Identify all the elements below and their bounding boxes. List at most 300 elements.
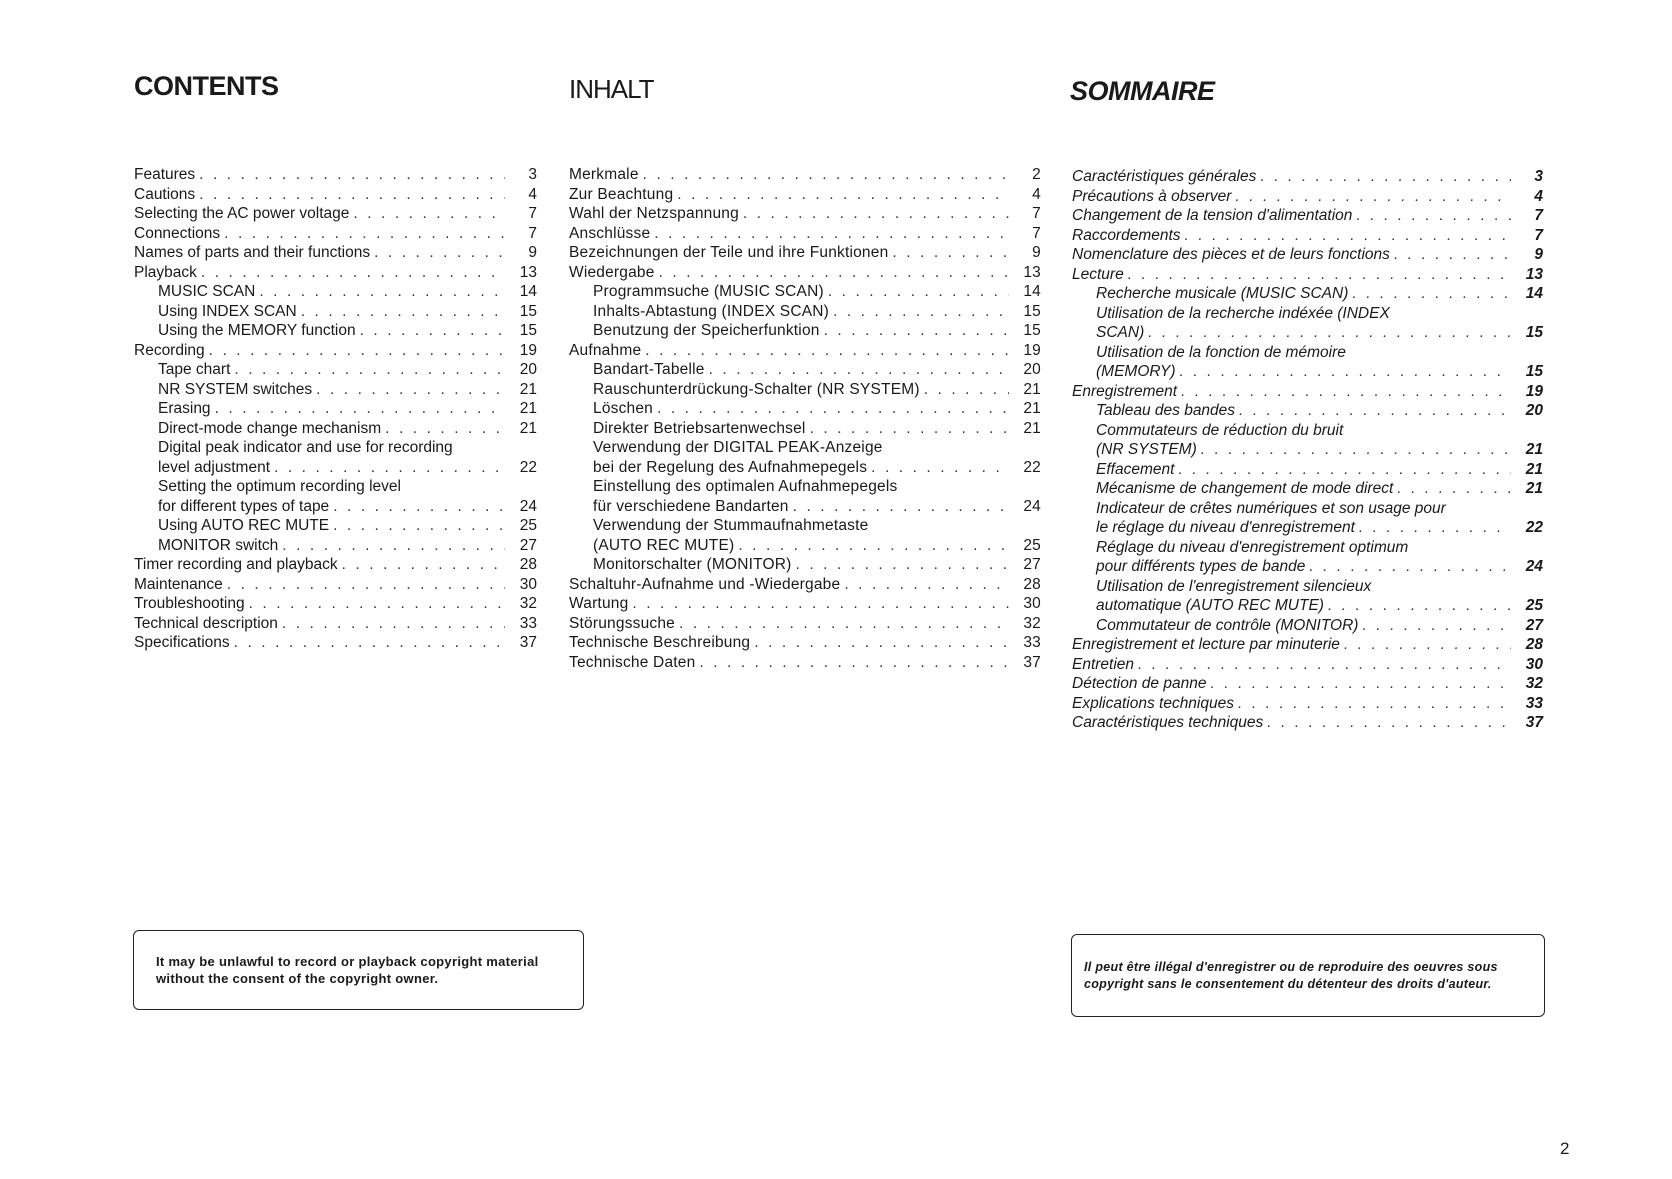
dot-leader bbox=[1397, 479, 1511, 499]
toc-entry bbox=[569, 360, 1041, 380]
toc-entry bbox=[1072, 343, 1543, 363]
toc-entry bbox=[569, 555, 1041, 575]
dot-leader bbox=[1148, 323, 1511, 343]
toc-entry-page: 2 bbox=[1032, 166, 1041, 183]
toc-entry bbox=[569, 302, 1041, 322]
toc-entry-page: 21 bbox=[519, 419, 537, 437]
dot-leader bbox=[227, 575, 505, 595]
toc-entry bbox=[569, 653, 1041, 673]
toc-entry-title: le réglage du niveau d'enregistrement bbox=[1096, 519, 1355, 536]
toc-entry bbox=[134, 458, 537, 478]
toc-entry-title: Commutateurs de réduction du bruit bbox=[1096, 421, 1344, 439]
toc-entry-title: (MEMORY) bbox=[1096, 363, 1176, 380]
toc-entry-page: 15 bbox=[1525, 363, 1543, 380]
dot-leader bbox=[1185, 226, 1511, 246]
dot-leader bbox=[201, 263, 505, 283]
toc-entry-title: Mécanisme de changement de mode direct bbox=[1096, 480, 1394, 497]
toc-entry-page: 33 bbox=[1525, 694, 1543, 712]
toc-entry-title: Raccordements bbox=[1072, 226, 1181, 244]
toc-entry-title: Wiedergabe bbox=[569, 263, 655, 281]
toc-entry bbox=[1072, 655, 1543, 675]
toc-entry-title: Verwendung der Stummaufnahmetaste bbox=[593, 517, 869, 534]
toc-entry bbox=[1072, 635, 1543, 655]
toc-entry-page: 15 bbox=[1525, 324, 1543, 341]
dot-leader bbox=[844, 575, 1009, 595]
toc-entry-page: 21 bbox=[1525, 480, 1543, 497]
toc-entry-page: 32 bbox=[1023, 614, 1041, 632]
toc-entry-title: automatique (AUTO REC MUTE) bbox=[1096, 597, 1324, 614]
toc-entry-page: 21 bbox=[1023, 400, 1041, 417]
toc-french bbox=[1072, 167, 1543, 733]
toc-entry bbox=[569, 282, 1041, 302]
toc-entry-page: 30 bbox=[1525, 655, 1543, 673]
toc-entry bbox=[1072, 479, 1543, 499]
toc-entry-title: Technische Beschreibung bbox=[569, 634, 751, 651]
toc-entry-page: 4 bbox=[528, 185, 537, 203]
dot-leader bbox=[234, 633, 505, 653]
dot-leader bbox=[1238, 694, 1511, 714]
toc-entry bbox=[569, 633, 1041, 653]
toc-entry-title: MONITOR switch bbox=[158, 536, 279, 554]
toc-entry-page: 13 bbox=[519, 263, 537, 281]
toc-entry bbox=[569, 497, 1041, 517]
dot-leader bbox=[209, 341, 505, 361]
toc-entry-page: 7 bbox=[1032, 224, 1041, 242]
toc-entry bbox=[134, 224, 537, 244]
toc-entry-title: for different types of tape bbox=[158, 497, 330, 515]
toc-entry-title: Selecting the AC power voltage bbox=[134, 205, 350, 222]
toc-entry bbox=[1072, 596, 1543, 616]
toc-entry bbox=[569, 399, 1041, 419]
toc-entry bbox=[569, 575, 1041, 595]
toc-entry bbox=[134, 204, 537, 224]
toc-entry-page: 22 bbox=[519, 458, 537, 476]
dot-leader bbox=[833, 302, 1009, 322]
toc-entry bbox=[134, 497, 537, 517]
heading-inhalt: INHALT bbox=[569, 74, 654, 104]
toc-entry bbox=[134, 594, 537, 614]
toc-entry bbox=[134, 633, 537, 653]
dot-leader bbox=[342, 555, 505, 575]
toc-entry-title: Digital peak indicator and use for recording bbox=[158, 439, 453, 456]
toc-entry-title: Names of parts and their functions bbox=[134, 244, 371, 261]
toc-entry bbox=[569, 380, 1041, 400]
toc-entry-title: pour différents types de bande bbox=[1096, 558, 1306, 575]
toc-entry bbox=[134, 380, 537, 400]
toc-entry-page: 27 bbox=[1023, 556, 1041, 573]
toc-entry bbox=[569, 185, 1041, 205]
toc-entry bbox=[1072, 499, 1543, 519]
toc-entry-title: bei der Regelung des Aufnahmepegels bbox=[593, 458, 868, 476]
dot-leader bbox=[199, 185, 505, 205]
dot-leader bbox=[199, 165, 505, 185]
toc-english bbox=[134, 165, 537, 653]
toc-entry bbox=[134, 575, 537, 595]
toc-entry-title: Enregistrement et lecture par minuterie bbox=[1072, 636, 1340, 653]
toc-entry bbox=[1072, 265, 1543, 285]
toc-entry bbox=[134, 263, 537, 283]
toc-entry bbox=[569, 536, 1041, 556]
dot-leader bbox=[1356, 206, 1511, 226]
toc-entry-title: Précautions à observer bbox=[1072, 187, 1232, 205]
dot-leader bbox=[1210, 674, 1511, 694]
toc-entry bbox=[569, 165, 1041, 185]
toc-entry bbox=[1072, 226, 1543, 246]
dot-leader bbox=[657, 399, 1009, 419]
toc-entry-page: 32 bbox=[1525, 675, 1543, 692]
toc-entry-title: MUSIC SCAN bbox=[158, 283, 256, 300]
toc-entry-title: Commutateur de contrôle (MONITOR) bbox=[1096, 616, 1359, 634]
toc-entry-title: Rauschunterdrückung-Schalter (NR SYSTEM) bbox=[593, 380, 920, 398]
toc-entry-title: Playback bbox=[134, 263, 197, 281]
toc-entry-page: 7 bbox=[528, 224, 537, 242]
toc-entry-page: 3 bbox=[1534, 168, 1543, 185]
toc-entry bbox=[134, 419, 537, 439]
toc-entry-page: 21 bbox=[1525, 460, 1543, 478]
toc-entry-page: 20 bbox=[1023, 361, 1041, 378]
dot-leader bbox=[754, 633, 1009, 653]
toc-entry-page: 37 bbox=[519, 634, 537, 651]
toc-entry-page: 22 bbox=[1525, 519, 1543, 536]
toc-entry bbox=[134, 321, 537, 341]
toc-entry-title: Nomenclature des pièces et de leurs fonctions bbox=[1072, 246, 1390, 263]
dot-leader bbox=[824, 321, 1009, 341]
dot-leader bbox=[871, 458, 1009, 478]
toc-entry bbox=[1072, 245, 1543, 265]
toc-entry-page: 25 bbox=[519, 517, 537, 534]
toc-entry-page: 28 bbox=[1525, 636, 1543, 653]
toc-entry-page: 13 bbox=[1023, 263, 1041, 281]
toc-entry-title: Changement de la tension d'alimentation bbox=[1072, 207, 1353, 224]
toc-entry-title: Setting the optimum recording level bbox=[158, 478, 401, 495]
toc-entry-page: 27 bbox=[519, 536, 537, 554]
dot-leader bbox=[796, 555, 1010, 575]
toc-entry-title: Benutzung der Speicherfunktion bbox=[593, 322, 820, 339]
toc-entry-title: Features bbox=[134, 166, 196, 183]
toc-entry-page: 37 bbox=[1023, 653, 1041, 671]
toc-entry-title: (NR SYSTEM) bbox=[1096, 441, 1197, 458]
toc-entry-title: Timer recording and playback bbox=[134, 556, 338, 573]
dot-leader bbox=[282, 536, 505, 556]
dot-leader bbox=[699, 653, 1009, 673]
toc-entry-page: 19 bbox=[1023, 341, 1041, 359]
toc-entry bbox=[1072, 401, 1543, 421]
toc-entry-title: Cautions bbox=[134, 185, 196, 203]
toc-entry-title: Zur Beachtung bbox=[569, 185, 674, 203]
toc-entry bbox=[1072, 382, 1543, 402]
toc-entry bbox=[1072, 167, 1543, 187]
dot-leader bbox=[654, 224, 1009, 244]
toc-entry-title: NR SYSTEM switches bbox=[158, 380, 313, 398]
toc-entry bbox=[1072, 674, 1543, 694]
toc-entry-page: 21 bbox=[519, 400, 537, 417]
toc-entry-title: Tape chart bbox=[158, 361, 231, 378]
dot-leader bbox=[738, 536, 1009, 556]
toc-entry bbox=[134, 555, 537, 575]
toc-entry-page: 7 bbox=[1032, 205, 1041, 222]
dot-leader bbox=[316, 380, 505, 400]
toc-entry-title: Utilisation de la recherche indéxée (INDEX bbox=[1096, 304, 1390, 322]
toc-entry-title: Caractéristiques générales bbox=[1072, 168, 1257, 185]
toc-entry bbox=[569, 458, 1041, 478]
toc-entry-page: 7 bbox=[528, 205, 537, 222]
dot-leader bbox=[1178, 460, 1511, 480]
dot-leader bbox=[1235, 187, 1511, 207]
toc-entry-page: 21 bbox=[1525, 441, 1543, 458]
toc-entry-page: 33 bbox=[1023, 634, 1041, 651]
dot-leader bbox=[892, 243, 1009, 263]
toc-entry bbox=[1072, 518, 1543, 538]
toc-entry-page: 14 bbox=[1525, 285, 1543, 302]
toc-entry-title: Using the MEMORY function bbox=[158, 322, 356, 339]
toc-entry-page: 21 bbox=[519, 380, 537, 398]
toc-entry-title: Wahl der Netzspannung bbox=[569, 205, 739, 222]
toc-entry-title: Using INDEX SCAN bbox=[158, 302, 297, 320]
toc-entry-title: Indicateur de crêtes numériques et son usage pour bbox=[1096, 499, 1446, 517]
toc-entry bbox=[1072, 538, 1543, 558]
copyright-notice-english: It may be unlawful to record or playback copyright material without the consent of the copyright owner. bbox=[133, 930, 584, 1010]
toc-entry-title: (AUTO REC MUTE) bbox=[593, 536, 735, 554]
toc-entry bbox=[134, 243, 537, 263]
toc-entry bbox=[1072, 187, 1543, 207]
heading-sommaire: SOMMAIRE bbox=[1070, 76, 1215, 106]
toc-entry-page: 21 bbox=[1023, 380, 1041, 398]
dot-leader bbox=[353, 204, 505, 224]
toc-entry bbox=[1072, 284, 1543, 304]
toc-entry bbox=[569, 224, 1041, 244]
toc-entry-title: Direct-mode change mechanism bbox=[158, 419, 382, 437]
toc-entry-title: Maintenance bbox=[134, 575, 223, 593]
dot-leader bbox=[1138, 655, 1511, 675]
toc-entry bbox=[569, 419, 1041, 439]
toc-entry bbox=[1072, 557, 1543, 577]
toc-entry-page: 19 bbox=[1525, 382, 1543, 400]
toc-entry bbox=[1072, 304, 1543, 324]
toc-entry-title: Bezeichnungen der Teile und ihre Funktionen bbox=[569, 244, 889, 261]
toc-entry-page: 9 bbox=[528, 244, 537, 261]
dot-leader bbox=[810, 419, 1009, 439]
toc-entry-page: 7 bbox=[1534, 207, 1543, 224]
dot-leader bbox=[282, 614, 505, 634]
toc-entry-title: Anschlüsse bbox=[569, 224, 651, 242]
dot-leader bbox=[1359, 518, 1511, 538]
toc-entry-page: 25 bbox=[1525, 597, 1543, 614]
toc-entry-page: 9 bbox=[1032, 244, 1041, 261]
toc-entry-title: Lecture bbox=[1072, 265, 1124, 283]
dot-leader bbox=[677, 185, 1009, 205]
dot-leader bbox=[1181, 382, 1511, 402]
toc-entry bbox=[1072, 616, 1543, 636]
toc-entry-title: Entretien bbox=[1072, 655, 1135, 673]
dot-leader bbox=[333, 497, 505, 517]
toc-entry-page: 27 bbox=[1525, 616, 1543, 634]
toc-entry bbox=[1072, 323, 1543, 343]
toc-entry bbox=[1072, 460, 1543, 480]
toc-entry bbox=[569, 477, 1041, 497]
dot-leader bbox=[1394, 245, 1511, 265]
toc-entry-page: 4 bbox=[1534, 187, 1543, 205]
toc-entry bbox=[569, 263, 1041, 283]
toc-entry-title: Technical description bbox=[134, 614, 278, 632]
dot-leader bbox=[643, 165, 1009, 185]
toc-entry-title: Troubleshooting bbox=[134, 595, 245, 612]
toc-entry-title: Utilisation de la fonction de mémoire bbox=[1096, 343, 1346, 361]
toc-entry bbox=[134, 536, 537, 556]
toc-entry-page: 30 bbox=[519, 575, 537, 593]
toc-entry-page: 15 bbox=[519, 322, 537, 339]
dot-leader bbox=[828, 282, 1009, 302]
toc-entry-page: 32 bbox=[519, 595, 537, 612]
toc-entry-title: für verschiedene Bandarten bbox=[593, 497, 789, 515]
dot-leader bbox=[1362, 616, 1511, 636]
toc-entry-title: Détection de panne bbox=[1072, 675, 1207, 692]
toc-entry-page: 37 bbox=[1525, 714, 1543, 731]
dot-leader bbox=[709, 360, 1009, 380]
dot-leader bbox=[215, 399, 505, 419]
toc-entry-page: 30 bbox=[1023, 595, 1041, 612]
toc-entry-page: 3 bbox=[528, 166, 537, 183]
toc-entry-page: 14 bbox=[519, 283, 537, 300]
toc-entry bbox=[569, 438, 1041, 458]
toc-entry-title: Aufnahme bbox=[569, 341, 642, 359]
dot-leader bbox=[1328, 596, 1511, 616]
toc-entry-title: level adjustment bbox=[158, 458, 271, 476]
toc-entry-page: 20 bbox=[1525, 402, 1543, 419]
dot-leader bbox=[1344, 635, 1511, 655]
toc-entry-page: 9 bbox=[1534, 246, 1543, 263]
dot-leader bbox=[249, 594, 505, 614]
dot-leader bbox=[360, 321, 505, 341]
toc-entry-title: Specifications bbox=[134, 634, 230, 651]
toc-entry-page: 28 bbox=[1023, 575, 1041, 593]
dot-leader bbox=[385, 419, 505, 439]
dot-leader bbox=[274, 458, 505, 478]
toc-entry-title: Recording bbox=[134, 341, 205, 359]
toc-entry-title: Erasing bbox=[158, 400, 211, 417]
toc-entry-page: 24 bbox=[1525, 558, 1543, 575]
toc-entry bbox=[1072, 694, 1543, 714]
toc-entry-title: Réglage du niveau d'enregistrement optimum bbox=[1096, 538, 1409, 556]
toc-entry bbox=[1072, 421, 1543, 441]
toc-entry-title: Löschen bbox=[593, 400, 654, 417]
dot-leader bbox=[1239, 401, 1511, 421]
dot-leader bbox=[632, 594, 1009, 614]
toc-entry-title: Monitorschalter (MONITOR) bbox=[593, 556, 792, 573]
toc-entry bbox=[569, 321, 1041, 341]
dot-leader bbox=[259, 282, 505, 302]
dot-leader bbox=[1352, 284, 1511, 304]
dot-leader bbox=[1267, 713, 1511, 733]
dot-leader bbox=[333, 516, 505, 536]
toc-entry-title: Programmsuche (MUSIC SCAN) bbox=[593, 283, 824, 300]
toc-entry-title: Einstellung des optimalen Aufnahmepegels bbox=[593, 478, 898, 495]
toc-entry-title: Bandart-Tabelle bbox=[593, 361, 705, 378]
toc-entry bbox=[1072, 577, 1543, 597]
toc-entry-page: 14 bbox=[1023, 283, 1041, 300]
toc-entry-page: 7 bbox=[1534, 226, 1543, 244]
toc-entry bbox=[134, 614, 537, 634]
dot-leader bbox=[1128, 265, 1511, 285]
toc-entry-title: Verwendung der DIGITAL PEAK-Anzeige bbox=[593, 439, 883, 456]
toc-entry-page: 28 bbox=[519, 556, 537, 573]
dot-leader bbox=[374, 243, 505, 263]
dot-leader bbox=[659, 263, 1009, 283]
toc-entry-title: Inhalts-Abtastung (INDEX SCAN) bbox=[593, 302, 830, 320]
toc-entry-page: 22 bbox=[1023, 458, 1041, 476]
toc-entry-title: Recherche musicale (MUSIC SCAN) bbox=[1096, 285, 1349, 302]
dot-leader bbox=[743, 204, 1009, 224]
page-number: 2 bbox=[1560, 1139, 1570, 1158]
toc-entry-title: Störungssuche bbox=[569, 614, 675, 632]
toc-entry-title: Utilisation de l'enregistrement silencieux bbox=[1096, 577, 1372, 595]
toc-entry-title: Technische Daten bbox=[569, 653, 696, 671]
toc-entry-title: Connections bbox=[134, 224, 221, 242]
dot-leader bbox=[679, 614, 1009, 634]
toc-entry-page: 15 bbox=[1023, 322, 1041, 339]
dot-leader bbox=[1260, 167, 1511, 187]
toc-entry-page: 25 bbox=[1023, 536, 1041, 554]
toc-entry bbox=[569, 243, 1041, 263]
toc-entry bbox=[569, 614, 1041, 634]
toc-entry bbox=[569, 204, 1041, 224]
toc-entry-title: Explications techniques bbox=[1072, 694, 1234, 712]
dot-leader bbox=[645, 341, 1009, 361]
copyright-notice-french: Il peut être illégal d'enregistrer ou de reproduire des oeuvres sous copyright sans le consentement du détenteur des droits d'auteur. bbox=[1071, 934, 1545, 1017]
toc-entry-title: Using AUTO REC MUTE bbox=[158, 517, 330, 534]
toc-entry-page: 33 bbox=[519, 614, 537, 632]
toc-entry bbox=[134, 302, 537, 322]
dot-leader bbox=[1309, 557, 1511, 577]
toc-entry-page: 24 bbox=[1023, 497, 1041, 515]
toc-entry-title: Merkmale bbox=[569, 166, 639, 183]
toc-entry-title: Direkter Betriebsartenwechsel bbox=[593, 419, 806, 437]
toc-entry-page: 20 bbox=[519, 361, 537, 378]
heading-contents: CONTENTS bbox=[134, 71, 279, 101]
toc-entry bbox=[134, 438, 537, 458]
toc-entry bbox=[134, 477, 537, 497]
toc-entry-page: 19 bbox=[519, 341, 537, 359]
toc-entry bbox=[134, 341, 537, 361]
dot-leader bbox=[1201, 440, 1511, 460]
dot-leader bbox=[924, 380, 1009, 400]
toc-entry bbox=[134, 282, 537, 302]
toc-entry bbox=[1072, 440, 1543, 460]
toc-entry-title: Caractéristiques techniques bbox=[1072, 714, 1264, 731]
toc-entry-title: SCAN) bbox=[1096, 324, 1145, 341]
toc-entry-page: 15 bbox=[1023, 302, 1041, 320]
toc-entry-page: 15 bbox=[519, 302, 537, 320]
toc-entry-title: Enregistrement bbox=[1072, 382, 1178, 400]
toc-entry bbox=[134, 360, 537, 380]
toc-entry bbox=[569, 516, 1041, 536]
toc-entry-title: Wartung bbox=[569, 595, 629, 612]
toc-entry bbox=[1072, 362, 1543, 382]
toc-entry bbox=[1072, 713, 1543, 733]
toc-entry bbox=[134, 165, 537, 185]
dot-leader bbox=[301, 302, 505, 322]
dot-leader bbox=[1180, 362, 1512, 382]
toc-entry-title: Schaltuhr-Aufnahme und -Wiedergabe bbox=[569, 575, 841, 593]
toc-entry bbox=[569, 594, 1041, 614]
dot-leader bbox=[234, 360, 505, 380]
dot-leader bbox=[793, 497, 1009, 517]
toc-entry-title: Tableau des bandes bbox=[1096, 402, 1236, 419]
toc-entry-page: 13 bbox=[1525, 265, 1543, 283]
toc-entry bbox=[134, 185, 537, 205]
toc-entry bbox=[1072, 206, 1543, 226]
dot-leader bbox=[224, 224, 505, 244]
toc-entry-page: 4 bbox=[1032, 185, 1041, 203]
